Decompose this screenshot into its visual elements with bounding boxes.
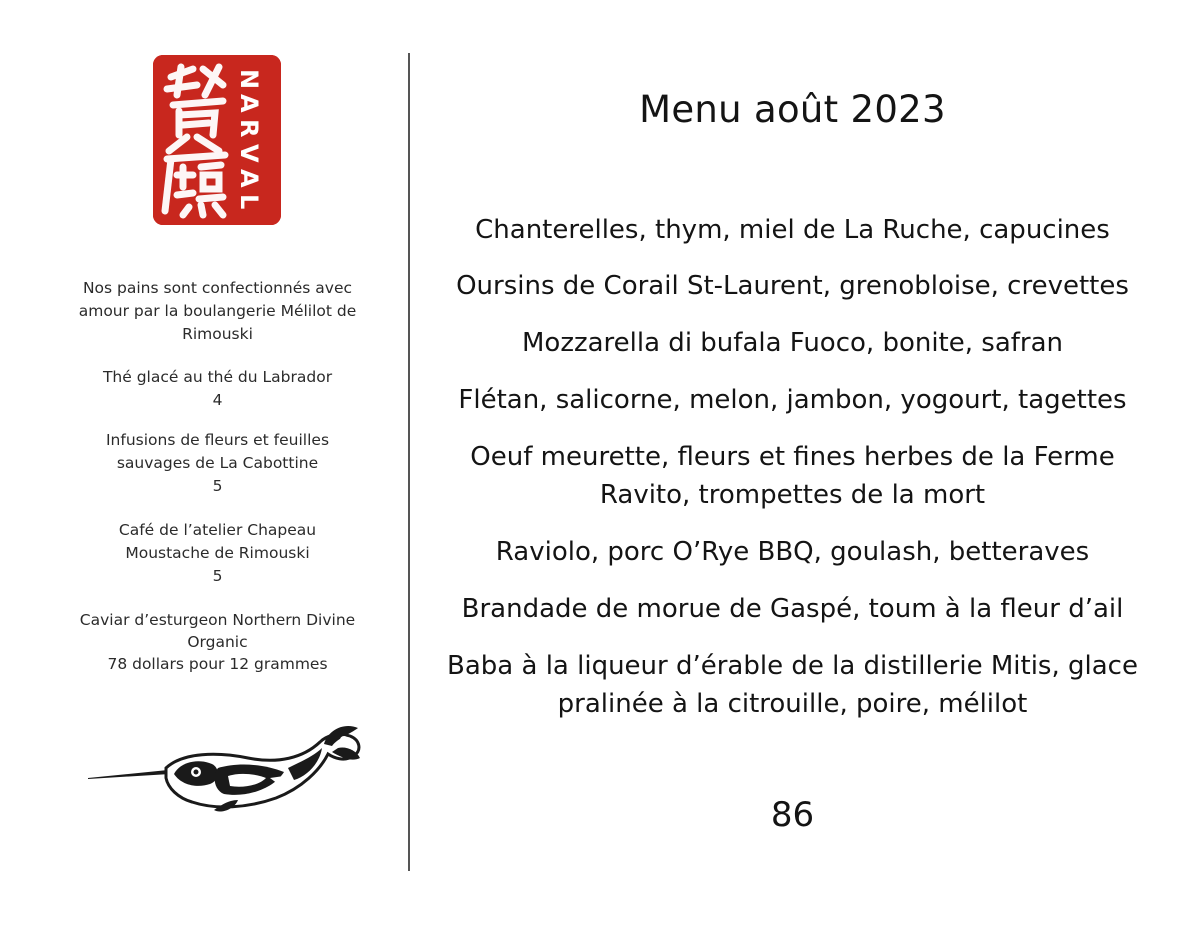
svg-text:N: N [235, 69, 263, 90]
dish-line: Brandade de morue de Gaspé, toum à la fleur d’ail [461, 594, 1124, 624]
svg-text:V: V [235, 144, 263, 163]
extra-price: 78 dollars pour 12 grammes [107, 655, 328, 673]
dish-item [425, 381, 1160, 419]
drink-name: Moustache de Rimouski [125, 544, 310, 562]
dish-line: Baba à la liqueur d’érable de la distillerie Mitis, glace [447, 651, 1138, 681]
dish-item [425, 438, 1160, 514]
drink-name: sauvages de La Cabottine [116, 454, 319, 472]
dish-line: Raviolo, porc O’Rye BBQ, goulash, betteraves [495, 537, 1090, 567]
svg-text:L: L [235, 194, 263, 210]
sidebar [40, 0, 395, 927]
dish-item [425, 647, 1160, 723]
column-divider [408, 53, 410, 871]
dish-line: Oeuf meurette, fleurs et fines herbes de la Ferme [470, 442, 1115, 472]
drink-iced-tea [40, 366, 395, 412]
drink-name: Thé glacé au thé du Labrador [102, 368, 333, 386]
narwhal-icon [88, 718, 363, 818]
menu-price: 86 [770, 795, 815, 835]
drink-name: Café de l’atelier Chapeau [118, 521, 317, 539]
svg-text:R: R [235, 119, 263, 138]
svg-text:A: A [235, 94, 263, 113]
extra-name: Caviar d’esturgeon Northern Divine [79, 611, 356, 629]
bread-note-line: amour par la boulangerie Mélilot de [78, 302, 357, 320]
bread-note-line: Rimouski [182, 325, 253, 343]
dish-line: Ravito, trompettes de la mort [599, 480, 986, 510]
drink-name: Infusions de fleurs et feuilles [105, 431, 330, 449]
dish-item [425, 533, 1160, 571]
drink-price: 4 [212, 391, 223, 409]
dish-line: Chanterelles, thym, miel de La Ruche, capucines [475, 215, 1110, 245]
dish-item [425, 590, 1160, 628]
dish-item [425, 211, 1160, 249]
extra-caviar [40, 609, 395, 675]
drink-price: 5 [212, 477, 223, 495]
extra-name: Organic [187, 633, 248, 651]
drink-infusions [40, 429, 395, 498]
restaurant-seal-logo [153, 55, 281, 225]
dish-line: Flétan, salicorne, melon, jambon, yogourt, tagettes [458, 385, 1127, 415]
menu-main [425, 0, 1160, 927]
dish-line: Mozzarella di bufala Fuoco, bonite, safran [521, 328, 1064, 358]
bread-note-line: Nos pains sont confectionnés avec [82, 279, 353, 297]
dish-line: Oursins de Corail St-Laurent, grenobloise, crevettes [456, 271, 1129, 301]
drink-price: 5 [212, 567, 223, 585]
dish-line: pralinée à la citrouille, poire, mélilot [557, 689, 1028, 719]
dish-item [425, 267, 1160, 305]
bread-note [40, 277, 395, 346]
dish-item [425, 324, 1160, 362]
menu-title: Menu août 2023 [639, 88, 946, 131]
drink-coffee [40, 519, 395, 588]
svg-text:A: A [235, 169, 263, 188]
